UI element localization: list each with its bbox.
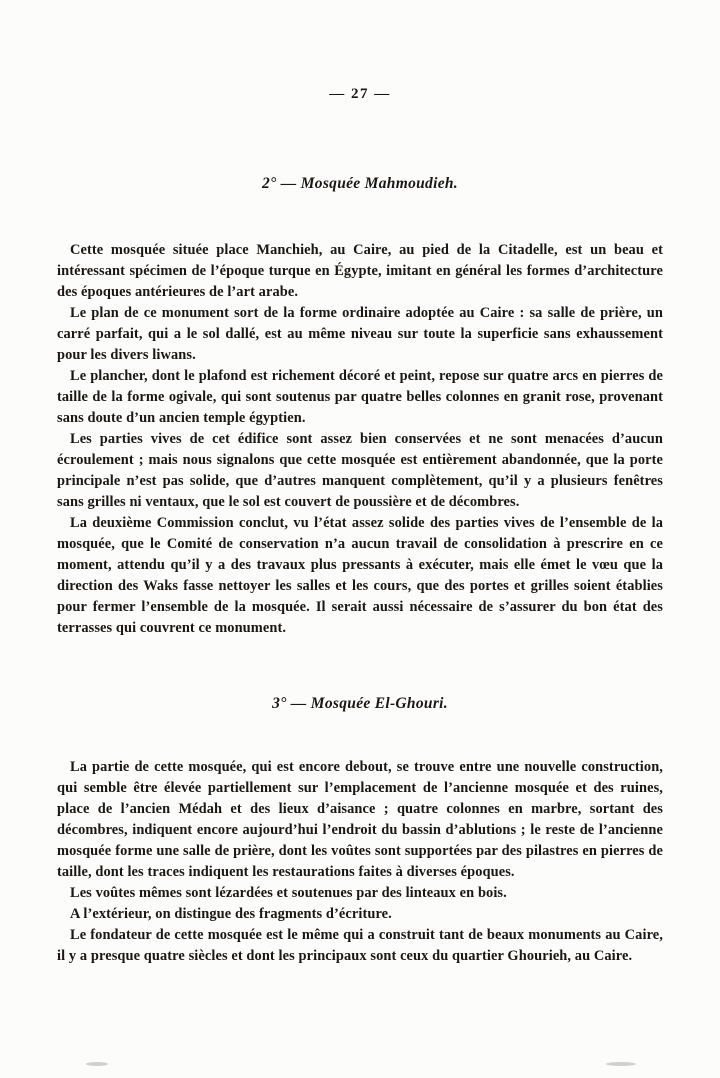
paragraph: La deuxième Commission conclut, vu l’état assez solide des parties vives de l’ensemble de la mosquée, que le Comité de conservation n’a aucun travail de consolidation à prescrire en ce moment, attendu qu’il y a des travaux plus pressants à exécuter, mais elle émet le vœu que la direction des Waks fasse nettoyer les salles et les cours, que des portes et grilles soient établies pour fermer l’ensemble de la mosquée. Il serait aussi nécessaire de s’assurer du bon état des terrasses qui couvrent ce monument. xyxy=(57,515,663,636)
paragraph: Les voûtes mêmes sont lézardées et soutenues par des linteaux en bois. xyxy=(70,885,507,901)
paragraph: A l’extérieur, on distingue des fragments d’écriture. xyxy=(70,906,392,922)
scan-artifact xyxy=(606,1062,636,1066)
section-heading-el-ghouri: 3° — Mosquée El-Ghouri. xyxy=(272,695,448,712)
paragraph: Le plancher, dont le plafond est richement décoré et peint, repose sur quatre arcs en pierres de taille de la forme ogivale, qui sont soutenus par quatre belles colonnes en granit rose, provenant sans doute d’un ancien temple égyptien. xyxy=(57,368,663,426)
section-mosquee-el-ghouri xyxy=(57,695,663,967)
page-number: — 27 — xyxy=(329,86,391,102)
section-mosquee-mahmoudieh xyxy=(57,175,663,639)
scan-artifact xyxy=(86,1062,108,1066)
paragraph: La partie de cette mosquée, qui est encore debout, se trouve entre une nouvelle construction, qui semble être élevée partiellement sur l’emplacement de l’ancienne mosquée et des ruines, place de l’ancien Médah et des lieux d’aisance ; quatre colonnes en marbre, sortant des décombres, indiquent encore aujourd’hui l’endroit du bassin d’ablutions ; le reste de l’ancienne mosquée forme une salle de prière, dont les voûtes sont supportées par des pilastres en pierres de taille, dont les traces indiquent les restaurations faites à diverses époques. xyxy=(57,759,663,880)
paragraph: Le fondateur de cette mosquée est le même qui a construit tant de beaux monuments au Caire, il y a presque quatre siècles et dont les principaux sont ceux du quartier Ghourieh, au Caire. xyxy=(57,927,663,964)
paragraph: Les parties vives de cet édifice sont assez bien conservées et ne sont menacées d’aucun écroulement ; mais nous signalons que cette mosquée est entièrement abandonnée, que la porte principale n’est pas solide, que d’autres manquent complètement, qu’il y a plusieurs fenêtres sans grilles ni ventaux, que le sol est couvert de poussière et de décombres. xyxy=(57,431,663,510)
paragraph: Cette mosquée située place Manchieh, au Caire, au pied de la Citadelle, est un beau et intéressant spécimen de l’époque turque en Égypte, imitant en général les formes d’architecture des époques antérieures de l’art arabe. xyxy=(57,242,663,300)
section-heading-mahmoudieh: 2° — Mosquée Mahmoudieh. xyxy=(262,175,458,192)
paragraph: Le plan de ce monument sort de la forme ordinaire adoptée au Caire : sa salle de prière, un carré parfait, qui a le sol dallé, est au même niveau sur toute la superficie sans exhaussement pour les divers liwans. xyxy=(57,305,663,363)
